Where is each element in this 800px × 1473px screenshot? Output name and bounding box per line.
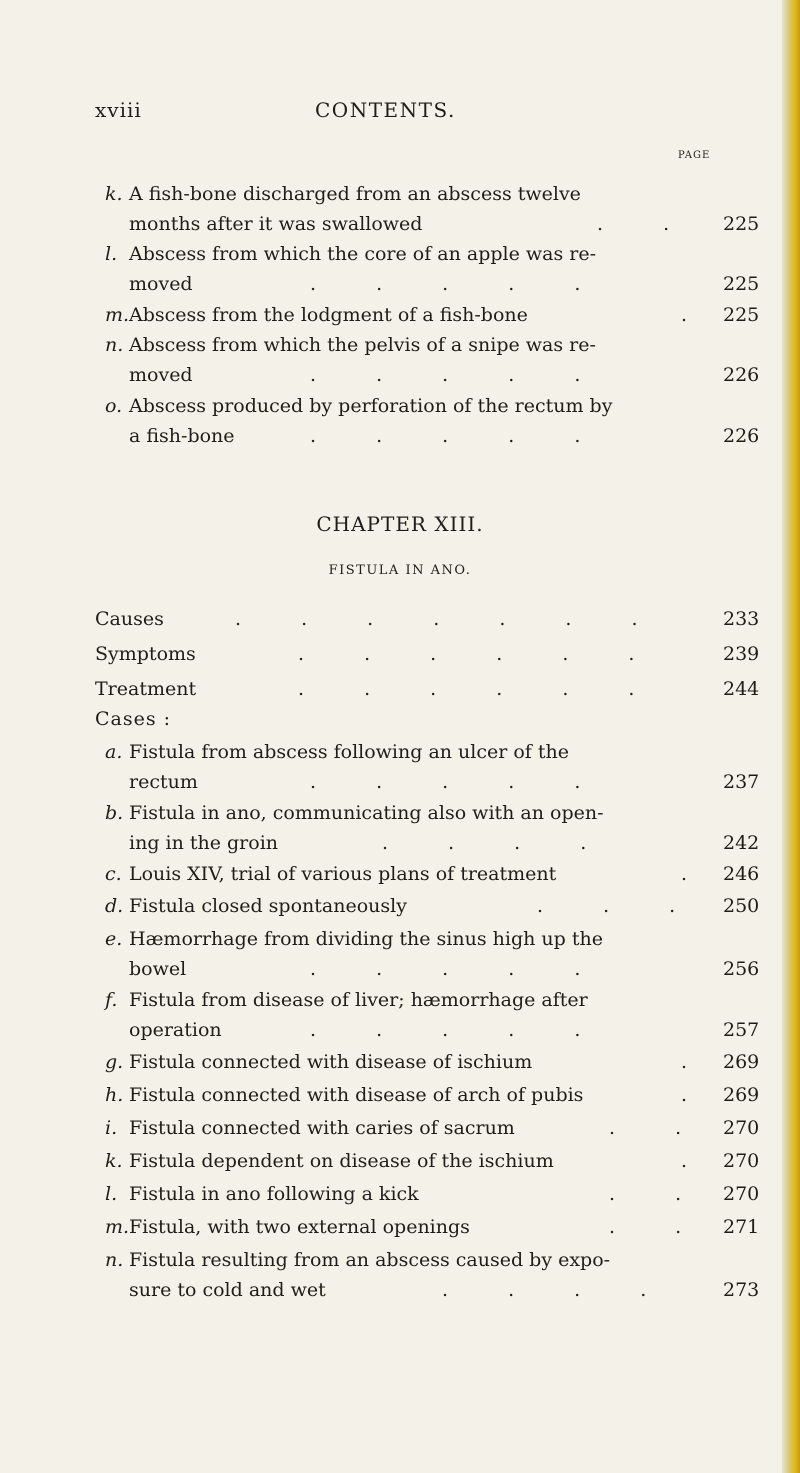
running-title: CONTENTS. [315,98,456,122]
entry-text: Abscess from which the core of an apple was re- [129,243,597,265]
toc-entry [105,798,800,858]
toc-topic [95,674,795,704]
toc-entry [105,179,800,239]
toc-entry [105,737,800,797]
leader-dots: . . . . . . [298,678,662,700]
toc-entry [105,391,800,451]
toc-topic [95,604,795,634]
toc-entry [105,859,800,889]
entry-page: 246 [723,863,760,885]
toc-entry [105,1245,800,1305]
entry-text: Fistula from abscess following an ulcer of the [129,741,569,763]
entry-page: 271 [723,1216,760,1238]
entry-text: Louis XIV, trial of various plans of treatment [129,863,557,885]
entry-page: 270 [723,1117,760,1139]
entry-page: 226 [723,364,760,386]
entry-text: bowel [129,958,187,980]
toc-entry [105,300,800,330]
toc-entry [105,1080,800,1110]
entry-marker: c. [105,863,122,885]
toc-entry [105,330,800,390]
entry-page: 269 [723,1051,760,1073]
entry-marker: k. [105,183,123,205]
leader-dots: . [681,1084,715,1106]
toc-entry [105,1146,800,1176]
entry-page: 270 [723,1183,760,1205]
leader-dots: . [681,304,715,326]
leader-dots: . . . . . [310,958,608,980]
entry-text: Fistula connected with disease of ischium [129,1051,533,1073]
leader-dots: . . . . . [310,364,608,386]
leader-dots: . . [609,1183,709,1205]
leader-dots: . . . [537,895,703,917]
leader-dots: . . . . . [310,771,608,793]
leader-dots: . . . . . [310,273,608,295]
cases-heading: Cases : [95,708,172,730]
entry-marker: e. [105,928,123,950]
entry-text: sure to cold and wet [129,1279,326,1301]
entry-text: Fistula dependent on disease of the ischium [129,1150,554,1172]
entry-text: Abscess from the lodgment of a fish-bone [129,304,528,326]
page-number: xviii [95,98,142,122]
toc-entry [105,1212,800,1242]
entry-page: 225 [723,304,760,326]
entry-text: Fistula, with two external openings [129,1216,470,1238]
entry-marker: b. [105,802,124,824]
entry-text: A fish-bone discharged from an abscess twelve [129,183,581,205]
leader-dots: . . [609,1117,709,1139]
leader-dots: . . . . . . [298,643,662,665]
entry-text: Fistula connected with disease of arch of pubis [129,1084,584,1106]
entry-marker: n. [105,1249,124,1271]
toc-entry [105,891,800,921]
entry-page: 226 [723,425,760,447]
entry-text: a fish-bone [129,425,235,447]
entry-marker: g. [105,1051,124,1073]
entry-text: Fistula connected with caries of sacrum [129,1117,515,1139]
entry-page: 250 [723,895,760,917]
entry-page: 256 [723,958,760,980]
toc-entry [105,1179,800,1209]
leader-dots: . [681,1150,715,1172]
entry-text: Fistula closed spontaneously [129,895,407,917]
entry-text: months after it was swallowed [129,213,423,235]
entry-marker: n. [105,334,124,356]
page-column-label: PAGE [678,150,711,161]
entry-marker: l. [105,1183,118,1205]
entry-page: 269 [723,1084,760,1106]
entry-marker: m. [105,1216,130,1238]
leader-dots: . . . . . [310,1019,608,1041]
entry-text: operation [129,1019,222,1041]
entry-text: rectum [129,771,198,793]
entry-text: Fistula resulting from an abscess caused by expo- [129,1249,611,1271]
entry-text: Abscess produced by perforation of the rectum by [129,395,613,417]
chapter-subtitle: FISTULA IN ANO. [328,563,472,578]
toc-topic [95,639,795,669]
entry-page: 257 [723,1019,760,1041]
topic-page: 239 [723,643,760,665]
entry-text: Abscess from which the pelvis of a snipe was re- [129,334,596,356]
entry-marker: m. [105,304,130,326]
toc-entry [105,924,800,984]
entry-text: Fistula in ano, communicating also with an open- [129,802,604,824]
toc-entry [105,985,800,1045]
entry-text: ing in the groin [129,832,279,854]
leader-dots: . . . . . [310,425,608,447]
leader-dots: . . . . . . . [235,608,665,630]
entry-page: 270 [723,1150,760,1172]
entry-page: 225 [723,213,760,235]
page-header [0,98,780,128]
topic-page: 233 [723,608,760,630]
leader-dots: . [681,863,715,885]
leader-dots: . . . . [382,832,614,854]
entry-marker: f. [105,989,118,1011]
toc-entry [105,1113,800,1143]
entry-marker: h. [105,1084,124,1106]
entry-marker: d. [105,895,124,917]
entry-text: moved [129,273,193,295]
toc-entry [105,239,800,299]
entry-text: Fistula from disease of liver; hæmorrhage after [129,989,588,1011]
entry-page: 237 [723,771,760,793]
leader-dots: . . . . [442,1279,674,1301]
topic-label: Treatment [95,678,197,700]
entry-text: Fistula in ano following a kick [129,1183,419,1205]
topic-page: 244 [723,678,760,700]
entry-marker: l. [105,243,118,265]
topic-label: Causes [95,608,164,630]
entry-page: 242 [723,832,760,854]
entry-page: 225 [723,273,760,295]
entry-text: moved [129,364,193,386]
entry-text: Hæmorrhage from dividing the sinus high up the [129,928,603,950]
leader-dots: . . [597,213,697,235]
entry-marker: i. [105,1117,118,1139]
chapter-title: CHAPTER XIII. [316,512,484,536]
entry-marker: o. [105,395,123,417]
entry-marker: a. [105,741,123,763]
leader-dots: . . [609,1216,709,1238]
topic-label: Symptoms [95,643,196,665]
entry-marker: k. [105,1150,123,1172]
entry-page: 273 [723,1279,760,1301]
leader-dots: . [681,1051,715,1073]
toc-entry [105,1047,800,1077]
